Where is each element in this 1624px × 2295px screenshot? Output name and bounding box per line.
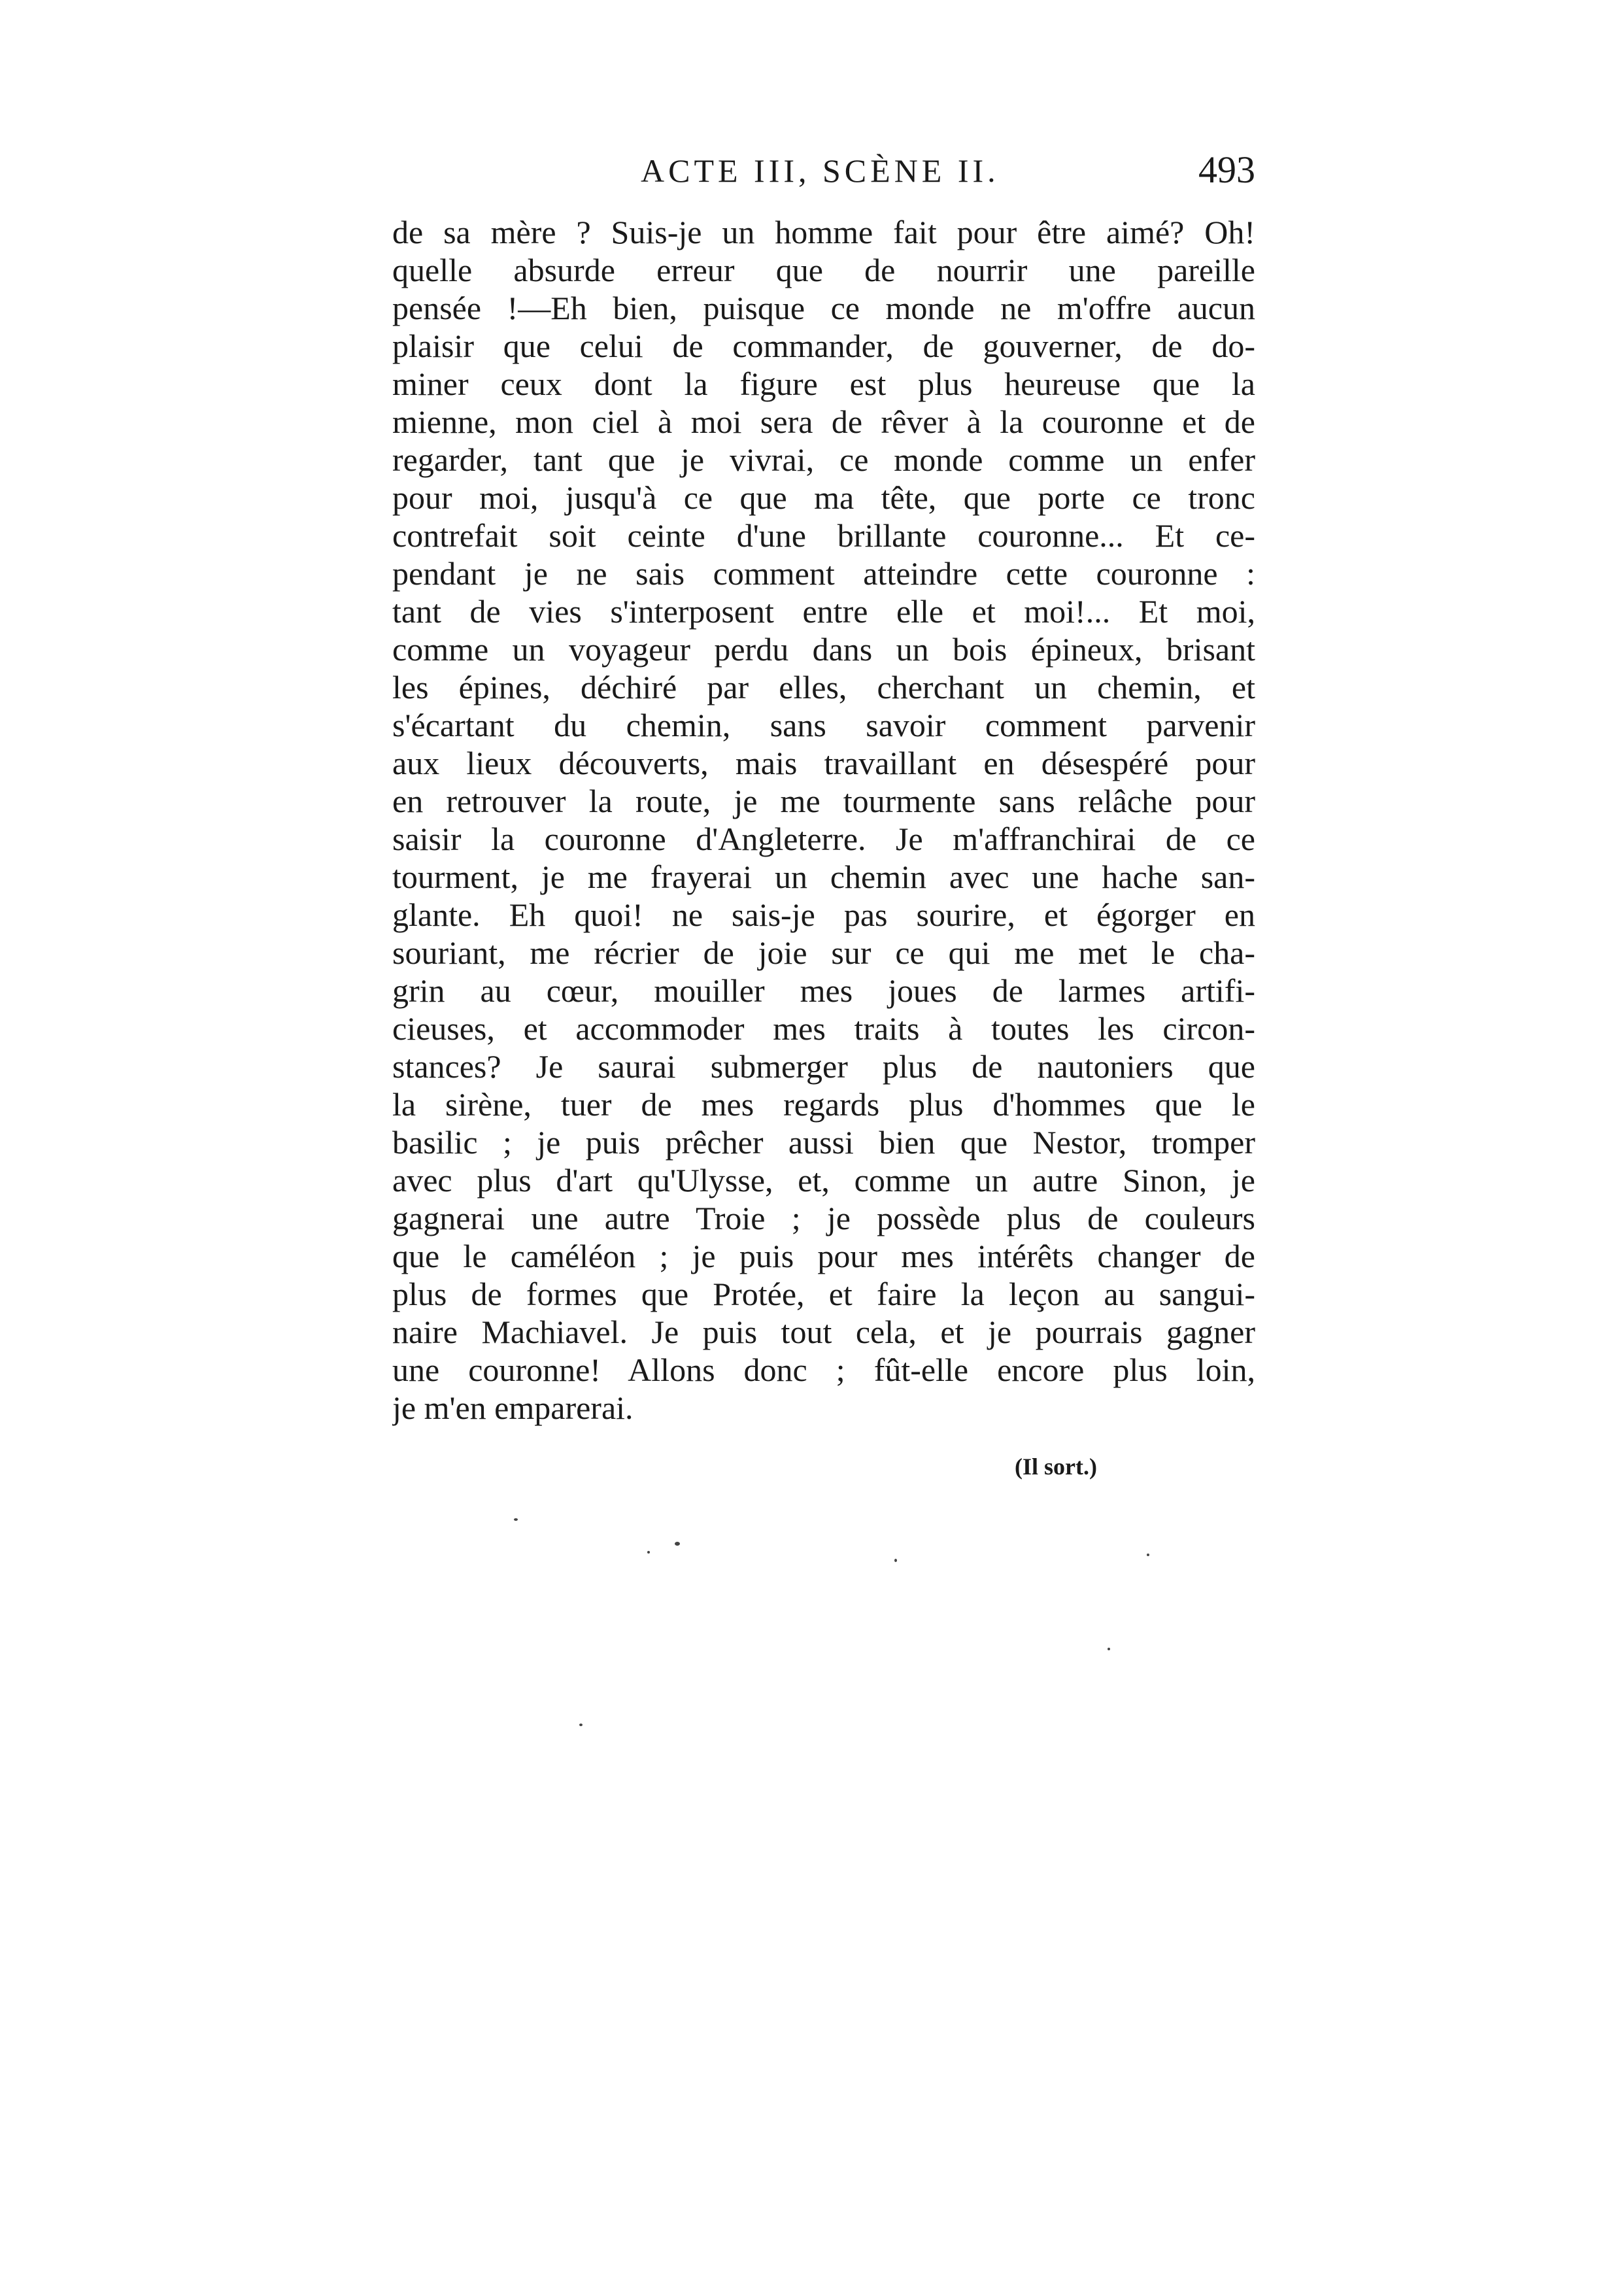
text-line: tant de vies s'interposent entre elle et moi!... Et moi, — [392, 593, 1255, 630]
page-header — [392, 148, 1255, 197]
scan-speck — [1147, 1554, 1149, 1556]
text-line: en retrouver la route, je me tourmente sans relâche pour — [392, 783, 1255, 819]
text-line: contrefait soit ceinte d'une brillante couronne... Et ce- — [392, 517, 1255, 554]
scan-speck — [514, 1518, 518, 1521]
text-line: plus de formes que Protée, et faire la leçon au sangui- — [392, 1276, 1255, 1312]
text-line: grin au cœur, mouiller mes joues de larmes artifi- — [392, 972, 1255, 1009]
text-line: naire Machiavel. Je puis tout cela, et je pourrais gagner — [392, 1314, 1255, 1350]
text-line: gagnerai une autre Troie ; je possède plus de couleurs — [392, 1200, 1255, 1236]
text-line: une couronne! Allons donc ; fût-elle encore plus loin, — [392, 1352, 1255, 1388]
text-line: je m'en emparerai. — [392, 1389, 634, 1426]
text-line: souriant, me récrier de joie sur ce qui me met le cha- — [392, 934, 1255, 971]
text-line: aux lieux découverts, mais travaillant en désespéré pour — [392, 745, 1255, 781]
scan-speck — [675, 1542, 680, 1546]
scan-speck — [1108, 1648, 1110, 1650]
text-line: pensée !—Eh bien, puisque ce monde ne m'offre aucun — [392, 290, 1255, 326]
text-line: que le caméléon ; je puis pour mes intérêts changer de — [392, 1238, 1255, 1274]
text-line: tourment, je me frayerai un chemin avec une hache san- — [392, 858, 1255, 895]
text-line: s'écartant du chemin, sans savoir comment parvenir — [392, 707, 1255, 743]
stage-direction: (Il sort.) — [1015, 1454, 1097, 1480]
text-line: mienne, mon ciel à moi sera de rêver à la couronne et de — [392, 403, 1255, 440]
scan-speck — [647, 1551, 650, 1554]
scan-speck — [894, 1559, 897, 1562]
text-line: miner ceux dont la figure est plus heureuse que la — [392, 366, 1255, 402]
scan-speck — [579, 1724, 583, 1726]
text-line: glante. Eh quoi! ne sais-je pas sourire, et égorger en — [392, 896, 1255, 933]
text-line: pendant je ne sais comment atteindre cette couronne : — [392, 555, 1255, 592]
text-line: la sirène, tuer de mes regards plus d'hommes que le — [392, 1086, 1255, 1123]
text-line: saisir la couronne d'Angleterre. Je m'affranchirai de ce — [392, 821, 1255, 857]
body-text — [392, 213, 1255, 1427]
text-line: avec plus d'art qu'Ulysse, et, comme un autre Sinon, je — [392, 1162, 1255, 1198]
text-line: plaisir que celui de commander, de gouverner, de do- — [392, 328, 1255, 364]
text-line: les épines, déchiré par elles, cherchant un chemin, et — [392, 669, 1255, 706]
text-line: regarder, tant que je vivrai, ce monde comme un enfer — [392, 441, 1255, 478]
text-line: comme un voyageur perdu dans un bois épineux, brisant — [392, 631, 1255, 668]
text-line: quelle absurde erreur que de nourrir une pareille — [392, 252, 1255, 288]
text-line: de sa mère ? Suis-je un homme fait pour être aimé? Oh! — [392, 214, 1255, 250]
text-line: pour moi, jusqu'à ce que ma tête, que porte ce tronc — [392, 479, 1255, 516]
text-line: basilic ; je puis prêcher aussi bien que Nestor, tromper — [392, 1124, 1255, 1161]
text-line: cieuses, et accommoder mes traits à toutes les circon- — [392, 1010, 1255, 1047]
running-title: ACTE III, SCÈNE II. — [641, 152, 1000, 189]
text-line: stances? Je saurai submerger plus de nautoniers que — [392, 1048, 1255, 1085]
page-number: 493 — [1198, 148, 1255, 191]
